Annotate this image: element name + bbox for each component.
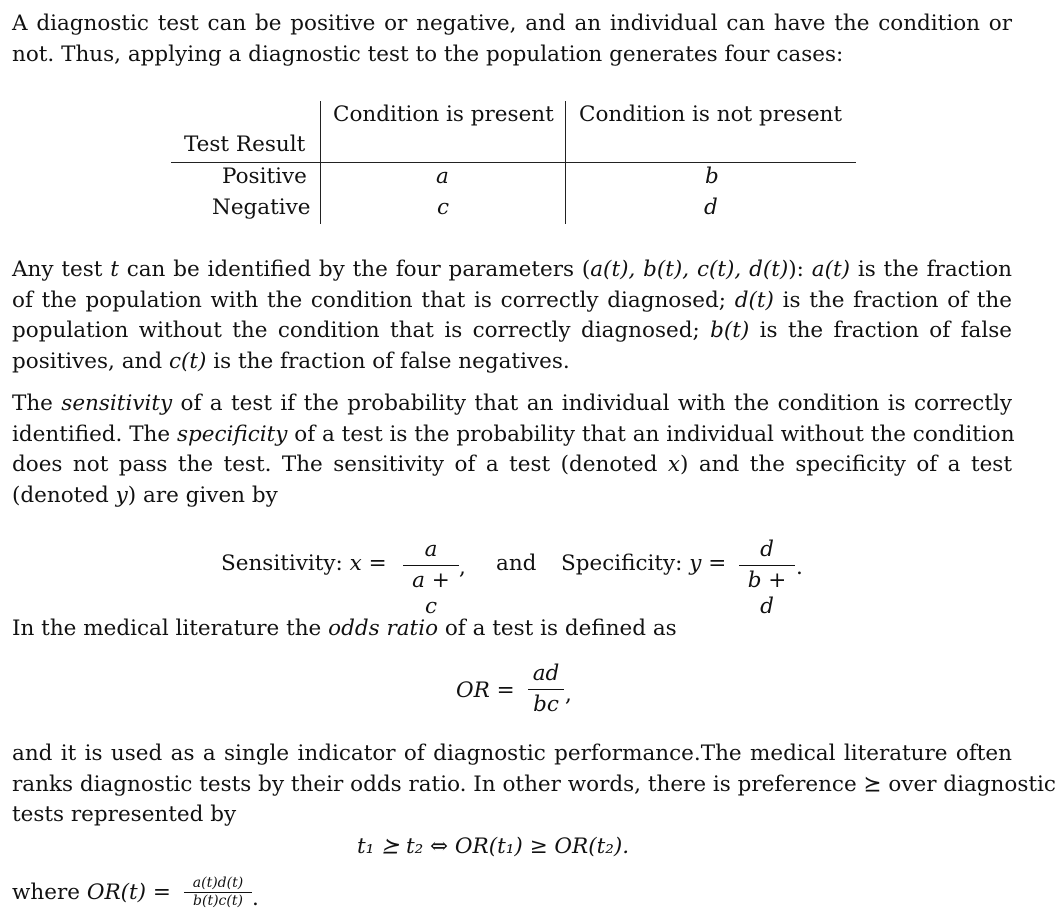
table-row-header: Test Result <box>184 132 306 157</box>
specificity-denominator: b + d <box>747 568 787 619</box>
where-numerator: a(t)d(t) <box>192 875 244 891</box>
para2-line-2: identified. The specificity of a test is the probability that an individual without the condition <box>12 422 1015 447</box>
where-fraction <box>184 876 252 909</box>
sensitivity-numerator: a <box>424 537 438 562</box>
odds-ratio-comma: , <box>565 682 572 707</box>
sensitivity-fraction <box>403 537 459 620</box>
where-lhs: where OR(t) = <box>12 880 171 905</box>
para3-line: In the medical literature the odds ratio of a test is defined as <box>12 616 677 641</box>
odds-ratio-fraction <box>528 661 564 718</box>
odds-ratio-lhs: OR = <box>456 678 515 703</box>
specificity-numerator: d <box>760 537 774 562</box>
para4-line-2: ranks diagnostic tests by their odds ratio. In other words, there is preference ⪰ over diagnostic <box>12 772 1056 797</box>
sensitivity-lhs: Sensitivity: x = <box>221 551 387 576</box>
para4-line-1: and it is used as a single indicator of diagnostic performance.The medical literature often <box>12 741 1012 766</box>
table-col-header-not-present: Condition is not present <box>579 102 843 127</box>
odds-ratio-denominator: bc <box>533 692 559 717</box>
para1-line-3: population without the condition that is correctly diagnosed; b(t) is the fraction of false <box>12 318 1012 343</box>
intro-line-2: not. Thus, applying a diagnostic test to the population generates four cases: <box>12 42 844 67</box>
table-cell-a: a <box>436 164 449 189</box>
and-word: and <box>496 551 537 576</box>
odds-ratio-numerator: ad <box>532 661 560 686</box>
sensitivity-comma: , <box>459 555 466 580</box>
intro-line-1: A diagnostic test can be positive or negative, and an individual can have the condition or <box>12 11 1012 36</box>
para1-line-4: positives, and c(t) is the fraction of false negatives. <box>12 349 570 374</box>
table-cell-c: c <box>437 195 450 220</box>
sensitivity-denominator: a + c <box>412 568 450 619</box>
table-row-label-negative: Negative <box>212 195 311 220</box>
table-cell-d: d <box>704 195 718 220</box>
para2-line-3: does not pass the test. The sensitivity of a test (denoted x) and the specificity of a test <box>12 452 1012 477</box>
preference-equation: t₁ ⪰ t₂ ⇔ OR(t₁) ≥ OR(t₂). <box>357 834 630 859</box>
para1-line-2: of the population with the condition that is correctly diagnosed; d(t) is the fraction of the <box>12 288 1013 313</box>
para2-line-4: (denoted y) are given by <box>12 483 278 508</box>
para4-line-3: tests represented by <box>12 802 237 827</box>
specificity-period: . <box>796 555 803 580</box>
table-cell-b: b <box>705 164 719 189</box>
where-period: . <box>252 886 259 911</box>
table-col-header-present: Condition is present <box>333 102 554 127</box>
specificity-lhs: Specificity: y = <box>561 551 727 576</box>
where-denominator: b(t)c(t) <box>193 893 243 909</box>
specificity-fraction <box>739 537 795 620</box>
para2-line-1: The sensitivity of a test if the probability that an individual with the condition is correctly <box>12 391 1012 416</box>
table-row-label-positive: Positive <box>222 164 307 189</box>
para1-line-1: Any test t can be identified by the four parameters (a(t), b(t), c(t), d(t)): a(t) is the fraction <box>12 257 1012 282</box>
